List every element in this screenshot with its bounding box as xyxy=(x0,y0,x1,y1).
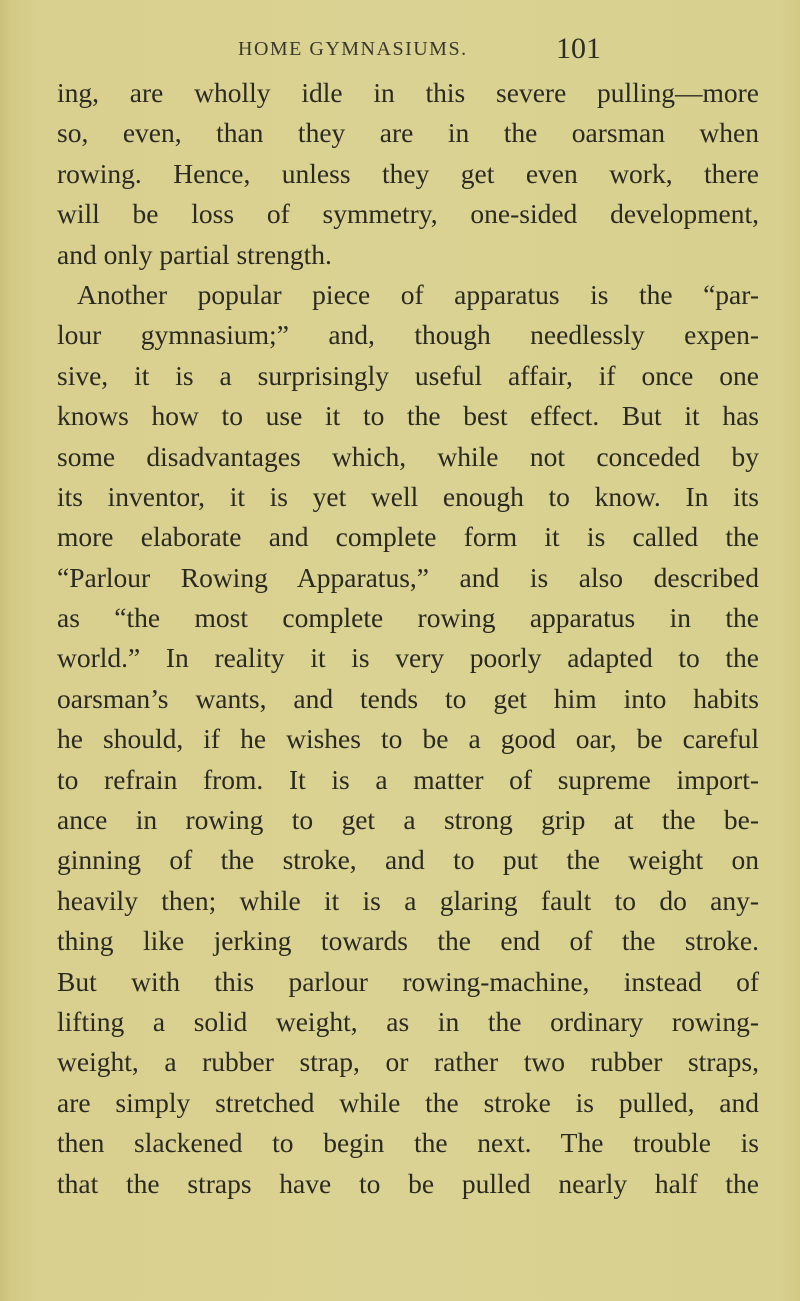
text-line: But with this parlour rowing-machine, instead of xyxy=(57,965,759,997)
running-title: HOME GYMNASIUMS. xyxy=(238,38,468,60)
text-line: that the straps have to be pulled nearly half the xyxy=(57,1167,759,1199)
text-line: ance in rowing to get a strong grip at the be- xyxy=(57,804,759,836)
text-line: he should, if he wishes to be a good oar, be careful xyxy=(57,723,759,755)
text-line: Another popular piece of apparatus is the “par- xyxy=(77,278,759,310)
text-line: will be loss of symmetry, one-sided development, xyxy=(57,198,759,230)
text-line: “Parlour Rowing Apparatus,” and is also described xyxy=(57,561,759,593)
text-line: ing, are wholly idle in this severe pulling—more xyxy=(57,77,759,108)
page-header xyxy=(0,34,800,68)
text-line: knows how to use it to the best effect. But it has xyxy=(57,400,759,432)
text-line: some disadvantages which, while not conceded by xyxy=(57,440,759,472)
text-line: sive, it is a surprisingly useful affair, if once one xyxy=(57,359,759,391)
text-line: thing like jerking towards the end of the stroke. xyxy=(57,925,759,957)
text-line: heavily then; while it is a glaring fault to do any- xyxy=(57,884,759,916)
text-line: more elaborate and complete form it is called the xyxy=(57,521,759,553)
text-line: oarsman’s wants, and tends to get him into habits xyxy=(57,682,759,714)
text-line: lifting a solid weight, as in the ordinary rowing- xyxy=(57,1005,759,1037)
text-line: and only partial strength. xyxy=(57,238,332,270)
text-line: ginning of the stroke, and to put the weight on xyxy=(57,844,759,876)
text-line: are simply stretched while the stroke is pulled, and xyxy=(57,1086,759,1118)
text-line: weight, a rubber strap, or rather two rubber straps, xyxy=(57,1046,759,1078)
text-line: world.” In reality it is very poorly adapted to the xyxy=(57,642,759,674)
text-line: rowing. Hence, unless they get even work, there xyxy=(57,157,759,189)
text-line: its inventor, it is yet well enough to know. In its xyxy=(57,480,759,512)
text-line: lour gymnasium;” and, though needlessly expen- xyxy=(57,319,759,351)
text-line: so, even, than they are in the oarsman when xyxy=(57,117,759,149)
body-text xyxy=(57,73,759,1204)
text-line: as “the most complete rowing apparatus in the xyxy=(57,602,759,634)
text-line: to refrain from. It is a matter of supreme import- xyxy=(57,763,759,795)
text-line: then slackened to begin the next. The trouble is xyxy=(57,1127,759,1159)
page-number: 101 xyxy=(556,32,601,65)
